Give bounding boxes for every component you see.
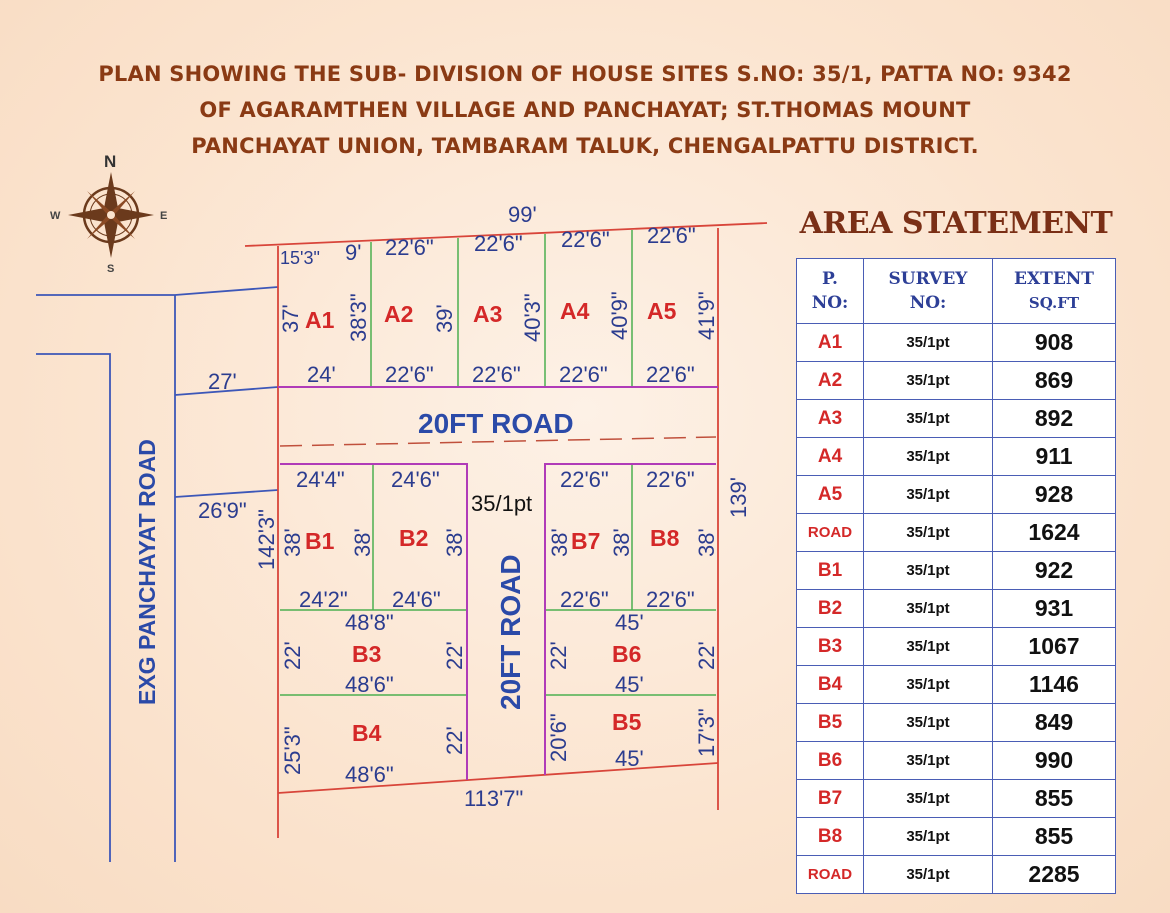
lot-a2-label: A2	[384, 301, 414, 327]
area-table-body	[797, 324, 1116, 894]
plot-no-cell: B4	[797, 666, 864, 704]
dim-top-a1b: 9'	[345, 240, 362, 265]
survey-no-cell: 35/1pt	[864, 628, 993, 666]
plot-no-cell: A5	[797, 476, 864, 514]
dim-top-a2: 22'6"	[385, 235, 434, 260]
extent-cell: 1146	[993, 666, 1116, 704]
dim-b8-bot: 22'6"	[646, 587, 695, 612]
table-header-row	[797, 259, 1116, 324]
dim-bottom-total: 113'7"	[464, 786, 524, 811]
header-plot-no	[797, 259, 864, 324]
compass-west: W	[50, 210, 61, 222]
plot-no-cell: B3	[797, 628, 864, 666]
survey-no-cell: 35/1pt	[864, 780, 993, 818]
dim-a5-right: 41'9"	[694, 291, 719, 340]
dim-bot-a5: 22'6"	[646, 362, 695, 387]
lot-b1-label: B1	[305, 528, 335, 554]
survey-no-cell: 35/1pt	[864, 324, 993, 362]
header-survey-line-2: NO:	[909, 293, 947, 313]
compass-north: N	[104, 152, 117, 171]
table-row	[797, 818, 1116, 856]
extent-cell: 911	[993, 438, 1116, 476]
dim-b1-right: 38'	[350, 528, 375, 557]
dim-a3-right: 40'3"	[520, 293, 545, 342]
table-row	[797, 856, 1116, 894]
plot-no-cell: ROAD	[797, 514, 864, 552]
header-plot-line-2: NO:	[811, 293, 849, 313]
table-row	[797, 476, 1116, 514]
dim-b3-bot: 48'6"	[345, 672, 394, 697]
dim-b4-bot: 48'6"	[345, 762, 394, 787]
plot-no-cell: B8	[797, 818, 864, 856]
dim-b8-top: 22'6"	[646, 467, 695, 492]
area-statement-table	[796, 258, 1116, 894]
header-survey-line-1: SURVEY	[888, 269, 968, 289]
extent-cell: 855	[993, 780, 1116, 818]
dim-b6-bot: 45'	[615, 672, 644, 697]
lot-b2-label: B2	[399, 525, 429, 551]
lot-a3-label: A3	[473, 301, 503, 327]
dim-bot-a1: 24'	[307, 362, 336, 387]
plot-no-cell: A2	[797, 362, 864, 400]
extent-cell: 869	[993, 362, 1116, 400]
plot-no-cell: A1	[797, 324, 864, 362]
dim-b4-left: 25'3"	[280, 726, 305, 775]
dim-b3-left: 22'	[280, 641, 305, 670]
horizontal-road-label: 20FT ROAD	[418, 408, 574, 439]
plot-no-cell: B7	[797, 780, 864, 818]
plot-no-cell: A3	[797, 400, 864, 438]
extent-cell: 892	[993, 400, 1116, 438]
dim-b2-top: 24'6"	[391, 467, 440, 492]
extent-cell: 990	[993, 742, 1116, 780]
dim-b1-left: 38'	[280, 528, 305, 557]
extent-cell: 908	[993, 324, 1116, 362]
survey-no-cell: 35/1pt	[864, 704, 993, 742]
dim-access-bot: 26'9"	[198, 498, 247, 523]
title-line-3: PANCHAYAT UNION, TAMBARAM TALUK, CHENGALPATTU DISTRICT.	[191, 134, 979, 158]
extent-cell: 928	[993, 476, 1116, 514]
extent-cell: 2285	[993, 856, 1116, 894]
header-extent-line-2: SQ.FT	[1028, 294, 1080, 312]
table-row	[797, 666, 1116, 704]
extent-cell: 1624	[993, 514, 1116, 552]
dim-b3-top: 48'8"	[345, 610, 394, 635]
survey-no-cell: 35/1pt	[864, 856, 993, 894]
dim-a1-right: 38'3"	[346, 293, 371, 342]
survey-no-cell: 35/1pt	[864, 514, 993, 552]
survey-no-cell: 35/1pt	[864, 742, 993, 780]
compass-east: E	[160, 210, 168, 222]
lot-b5-label: B5	[612, 709, 642, 735]
dim-b7-left: 38'	[547, 528, 572, 557]
survey-no-cell: 35/1pt	[864, 552, 993, 590]
header-extent	[993, 259, 1116, 324]
dim-b3-right: 22'	[442, 641, 467, 670]
extent-cell: 849	[993, 704, 1116, 742]
dim-top-a5: 22'6"	[647, 223, 696, 248]
lot-b4-label: B4	[352, 720, 382, 746]
survey-no-cell: 35/1pt	[864, 400, 993, 438]
dim-b6-top: 45'	[615, 610, 644, 635]
dim-b4-right: 22'	[442, 726, 467, 755]
dim-top-total: 99'	[508, 202, 537, 227]
table-row	[797, 590, 1116, 628]
plot-no-cell: B1	[797, 552, 864, 590]
extent-cell: 931	[993, 590, 1116, 628]
dim-b2-bot: 24'6"	[392, 587, 441, 612]
survey-no-cell: 35/1pt	[864, 476, 993, 514]
dim-a4-right: 40'9"	[607, 291, 632, 340]
dim-bot-a2: 22'6"	[385, 362, 434, 387]
extent-cell: 1067	[993, 628, 1116, 666]
header-plot-line-1: P.	[822, 269, 838, 289]
lot-a1-label: A1	[305, 307, 335, 333]
dim-b1-bot: 24'2"	[299, 587, 348, 612]
extent-cell: 922	[993, 552, 1116, 590]
table-row	[797, 514, 1116, 552]
table-row	[797, 742, 1116, 780]
table-row	[797, 324, 1116, 362]
dim-a2-right: 39'	[432, 304, 457, 333]
plot-no-cell: B5	[797, 704, 864, 742]
survey-no-cell: 35/1pt	[864, 666, 993, 704]
dim-b7-top: 22'6"	[560, 467, 609, 492]
dim-b2-right: 38'	[442, 528, 467, 557]
plot-no-cell: ROAD	[797, 856, 864, 894]
title-line-2: OF AGARAMTHEN VILLAGE AND PANCHAYAT; ST.THOMAS MOUNT	[199, 98, 971, 122]
survey-no-cell: 35/1pt	[864, 818, 993, 856]
dim-b7-right: 38'	[609, 528, 634, 557]
plot-no-cell: B6	[797, 742, 864, 780]
dim-b5-left: 20'6"	[546, 713, 571, 762]
survey-no-cell: 35/1pt	[864, 590, 993, 628]
lot-b7-label: B7	[571, 528, 601, 554]
compass-south: S	[107, 263, 115, 275]
dim-b5-right: 17'3"	[694, 708, 719, 757]
dim-top-a4: 22'6"	[561, 227, 610, 252]
survey-no-cell: 35/1pt	[864, 438, 993, 476]
table-row	[797, 362, 1116, 400]
main-road-label: EXG PANCHAYAT ROAD	[134, 439, 160, 705]
plot-no-cell: A4	[797, 438, 864, 476]
survey-no-cell: 35/1pt	[864, 362, 993, 400]
dim-top-a3: 22'6"	[474, 231, 523, 256]
dim-b6-left: 22'	[546, 641, 571, 670]
lot-b6-label: B6	[612, 641, 642, 667]
survey-number-label: 35/1pt	[471, 491, 533, 516]
plot-no-cell: B2	[797, 590, 864, 628]
table-row	[797, 552, 1116, 590]
area-statement-heading: AREA STATEMENT	[799, 206, 1113, 241]
dim-bot-a3: 22'6"	[472, 362, 521, 387]
compass-rose-icon	[50, 152, 167, 275]
title-line-1: PLAN SHOWING THE SUB- DIVISION OF HOUSE SITES S.NO: 35/1, PATTA NO: 9342	[98, 62, 1072, 86]
table-row	[797, 704, 1116, 742]
dim-west-total: 142'3"	[254, 509, 279, 570]
lot-a4-label: A4	[560, 298, 590, 324]
table-row	[797, 438, 1116, 476]
dim-access-top: 27'	[208, 369, 237, 394]
lot-b3-label: B3	[352, 641, 382, 667]
dim-b7-bot: 22'6"	[560, 587, 609, 612]
lot-b8-label: B8	[650, 525, 680, 551]
extent-cell: 855	[993, 818, 1116, 856]
dim-b6-right: 22'	[694, 641, 719, 670]
vertical-road-label: 20FT ROAD	[495, 554, 526, 710]
dim-b8-right: 38'	[694, 528, 719, 557]
table-row	[797, 400, 1116, 438]
dim-b5-bot: 45'	[615, 746, 644, 771]
header-survey-no	[864, 259, 993, 324]
dim-east-total: 139'	[726, 477, 751, 518]
table-row	[797, 780, 1116, 818]
dim-a1-left: 37'	[278, 304, 303, 333]
dim-b1-top: 24'4"	[296, 467, 345, 492]
dim-top-a1a: 15'3"	[280, 248, 320, 268]
lot-a5-label: A5	[647, 298, 677, 324]
dim-bot-a4: 22'6"	[559, 362, 608, 387]
header-extent-line-1: EXTENT	[1014, 269, 1094, 289]
table-row	[797, 628, 1116, 666]
